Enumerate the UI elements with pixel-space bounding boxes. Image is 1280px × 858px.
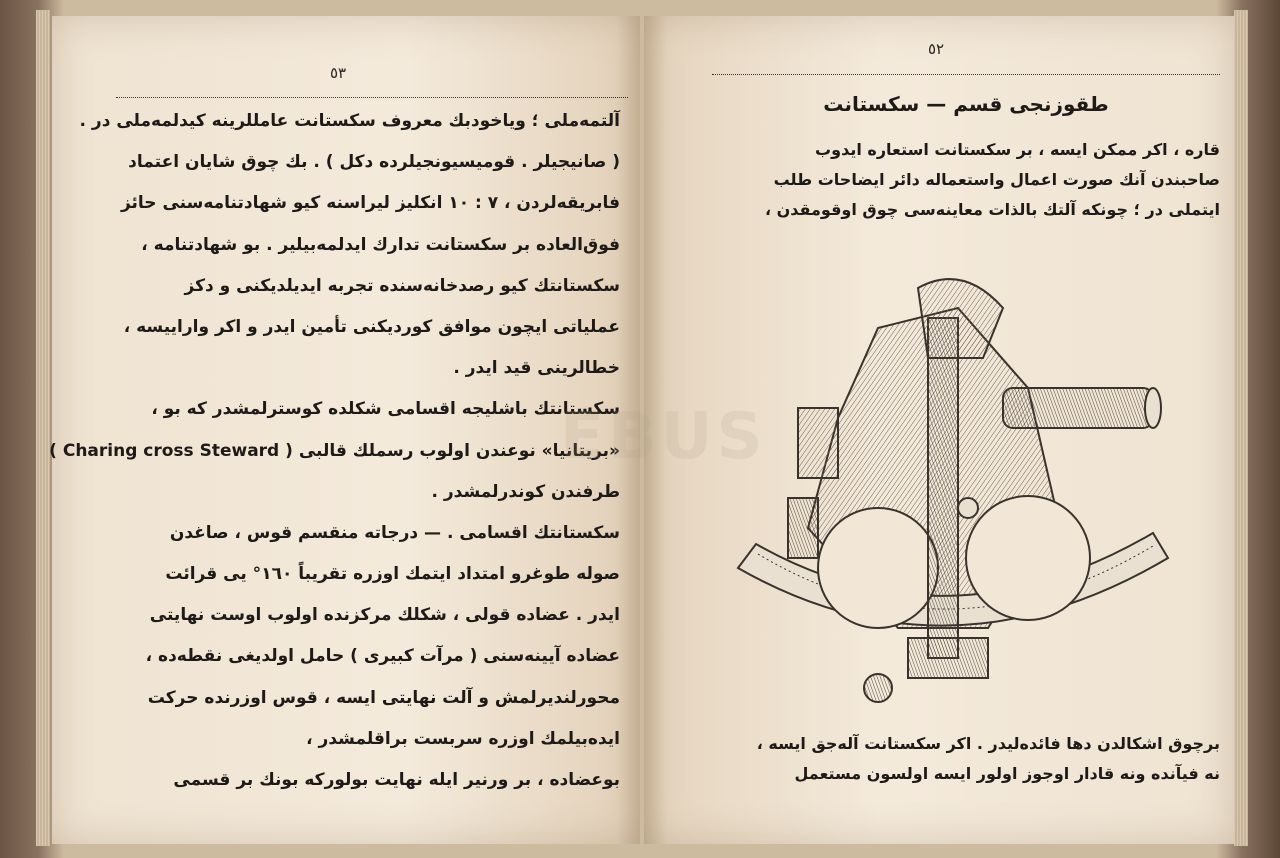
text-line: طرفندن کوندرلمشدر . bbox=[431, 481, 620, 502]
telescope bbox=[1003, 388, 1153, 428]
text-line: محورلندیرلمش و آلت نهایتی ایسه ، قوس اوزرنده حرکت bbox=[147, 687, 620, 708]
text-line: ایده‌بیلمك اوزره سربست براقلمشدر ، bbox=[306, 728, 620, 749]
text-line: سکستانتك باشلیجه اقسامی شکلده کوسترلمشدر که بو ، bbox=[151, 399, 620, 420]
text-line: بوعضاده ، بر ورنیر ایله نهایت بولورکه بونك بر قسمی bbox=[173, 770, 620, 790]
text-line: برچوق اشکالدن دها فائده‌لیدر . اکر سکستانت آله‌جق ایسه‌ ، bbox=[756, 734, 1220, 753]
text-line: صاحبندن آنك صورت اعمال واستعماله دائر ایضاحات طلب bbox=[773, 170, 1220, 189]
text-line: ایتملی در ؛ چونکه آلتك بالذات معاینه‌سی چوق اوقومقدن ، bbox=[764, 200, 1220, 219]
left-page-edges bbox=[36, 10, 50, 846]
right-page-text-bottom bbox=[712, 730, 1220, 790]
text-line: آلتمه‌ملی ؛ ویاخودبك معروف سکستانت عامللرینه کیدلمه‌ملی در . bbox=[79, 111, 620, 131]
chapter-heading: طقوزنجی قسم — سکستانت bbox=[823, 92, 1109, 116]
text-line: خطالرینی قید ایدر . bbox=[453, 358, 620, 379]
left-page-text bbox=[49, 108, 620, 808]
horizon-mirror bbox=[798, 408, 838, 478]
sextant-circle-left bbox=[818, 508, 938, 628]
text-line: «بریتانیا» نوعندن اولوب رسملك قالبی ( Charing cross Steward ) bbox=[49, 440, 620, 461]
index-arm bbox=[928, 318, 958, 658]
watermark: EBUS bbox=[560, 400, 767, 474]
clamp-knob bbox=[864, 674, 892, 702]
sextant-circle-right bbox=[966, 496, 1090, 620]
shade-glasses bbox=[788, 498, 818, 558]
text-line: فابریقه‌لردن ، ٧ : ١٠ انکلیز لیراسنه کیو شهادتنامه‌سنی حائز bbox=[120, 193, 620, 214]
text-line: عملیاتی ایچون موافق کوردیکنی تأمین ایدر و اکر واراییسه ، bbox=[123, 316, 620, 337]
text-line: عضاده آیینه‌سنی ( مرآت کبیری ) حامل اولدیغی نقطه‌ده ، bbox=[145, 646, 620, 667]
text-line: صوله طوغرو امتداد ایتمك اوزره تقریباً ١٦٠° ‌یی قرائت bbox=[165, 564, 620, 585]
left-header-rule bbox=[116, 97, 628, 98]
left-page-number: ٥٣ bbox=[330, 64, 347, 82]
text-line: سکستانتك کیو رصدخانه‌سنده تجربه ایدیلدیکنی و دکز bbox=[184, 275, 620, 296]
text-line: سکستانتك اقسامی . — درجاته منقسم قوس ، صاغدن bbox=[169, 522, 620, 543]
right-page-text-top bbox=[712, 136, 1220, 226]
text-line: ایدر . عضاده قولی ، شکلك مرکزنده اولوب اوست نهایتی bbox=[149, 605, 620, 626]
right-page-edges bbox=[1234, 10, 1248, 846]
sextant-illustration bbox=[728, 268, 1176, 716]
center-pivot bbox=[958, 498, 978, 518]
text-line: نه فیآنده ونه قادار اوجوز اولور ایسه اولسون مستعمل bbox=[794, 764, 1220, 783]
text-line: قاره ، اکر ممکن ایسه ، بر سکستانت استعاره ایدوب bbox=[815, 140, 1220, 159]
telescope-eyepiece bbox=[1145, 388, 1161, 428]
right-header-rule bbox=[712, 74, 1220, 75]
text-line: ( صانیجیلر . قومیسیونجیلرده دکل ) . بك چوق شایان اعتماد bbox=[128, 152, 620, 173]
right-page-number: ٥٢ bbox=[928, 40, 945, 58]
text-line: فوق‌العاده بر سکستانت تدارك ایدلمه‌بیلیر . بو شهادتنامه ، bbox=[141, 234, 620, 255]
vernier bbox=[908, 638, 988, 678]
